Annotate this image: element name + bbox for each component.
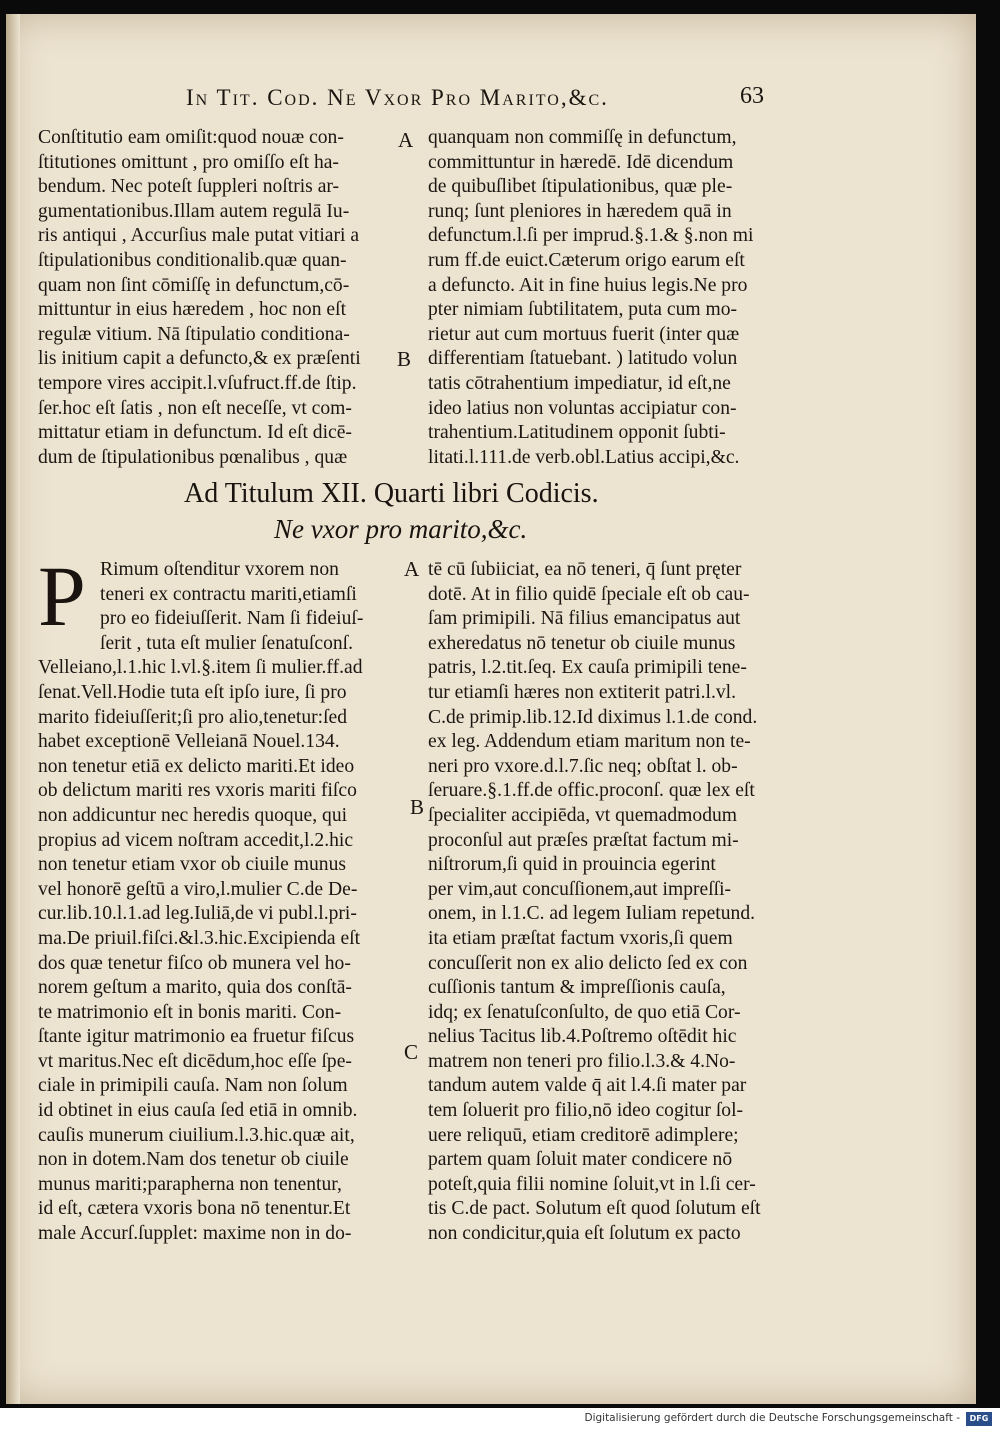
text-line: cauſis munerum ciuilium.l.3.hic.quæ ait,: [38, 1124, 355, 1146]
text-line: ſeruare.§.1.ff.de offic.proconſ. quæ lex eſt: [428, 780, 755, 802]
margin-letter-b-lower: B: [410, 795, 425, 819]
text-line: de quibuſlibet ſtipulationibus, quæ ple-: [428, 176, 733, 198]
text-line: non in dotem.Nam dos tenetur ob ciuile: [38, 1149, 349, 1171]
text-line: id eſt, cætera vxoris bona nō tenentur.Et: [38, 1198, 351, 1220]
text-line: mittuntur in eius hæredem , hoc non eſt: [38, 299, 347, 321]
text-line: concuſſerit non ex alio delicto ſed ex con: [428, 952, 748, 974]
text-line: niſtrorum,ſi quid in prouincia egerint: [428, 854, 716, 876]
text-line: cuſſionis tantum & impreſſionis cauſa,: [428, 977, 726, 999]
margin-letter-a: A: [398, 128, 414, 152]
text-line: tempore vires accipit.l.vſufruct.ff.de ſtip.: [38, 372, 357, 394]
text-line: neri pro vxore.d.l.7.ſic neq; obſtat l. ob-: [428, 755, 738, 777]
text-line: cur.lib.10.l.1.ad leg.Iuliā,de vi publ.l.pri-: [38, 903, 357, 925]
text-line: bendum. Nec poteſt ſuppleri noſtris ar-: [38, 176, 340, 198]
text-line: mittatur etiam in defunctum. Id eſt dicē-: [38, 422, 352, 444]
text-line: partem quam ſoluit mater condicere nō: [428, 1149, 733, 1171]
text-line: vel honorē geſtū a viro,l.mulier C.de De-: [38, 878, 358, 900]
margin-letter-a-lower: A: [404, 557, 420, 581]
text-line: te matrimonio eſt in bonis mariti. Con-: [38, 1001, 342, 1023]
text-line: ris antiqui , Accurſius male putat vitiari a: [38, 225, 360, 247]
text-line: C.de primip.lib.12.Id diximus l.1.de cond.: [428, 706, 758, 728]
text-line: dotē. At in filio quidē ſpeciale eſt ob cau-: [428, 583, 750, 605]
text-line: habet exceptionē Velleianā Nouel.134.: [38, 731, 340, 753]
text-line: non addicuntur nec heredis quoque, qui: [38, 804, 348, 826]
text-line: ſtipulationibus conditionalib.quæ quan-: [38, 249, 347, 271]
text-line: dos quæ tenetur fiſco ob munera vel ho-: [38, 952, 351, 974]
text-line: Rimum oſtenditur vxorem non: [100, 559, 339, 580]
drop-initial: P: [38, 548, 86, 644]
text-line: vt maritus.Nec eſt dicēdum,hoc eſſe ſpe-: [38, 1050, 352, 1072]
text-line: tatis cōtrahentium impediatur, id eſt,ne: [428, 372, 731, 394]
text-line: patris, l.2.tit.ſeq. Ex cauſa primipili tene-: [428, 657, 747, 679]
text-line: propius ad vicem noſtram accedit,l.2.hic: [38, 829, 354, 851]
text-line: runq; ſunt pleniores in hæredem quā in: [428, 200, 732, 222]
text-line: ex leg. Addendum etiam maritum non te-: [428, 731, 751, 753]
text-line: pro eo fideiuſſerit. Nam ſi fideiuſ-: [100, 608, 364, 630]
text-line: ſer.hoc eſt ſatis , non eſt neceſſe, vt com-: [38, 397, 352, 419]
text-line: ſerit , tuta eſt mulier ſenatuſconſ.: [100, 632, 354, 654]
text-line: matrem non teneri pro filio.l.3.& 4.No-: [428, 1050, 736, 1072]
text-line: litati.l.111.de verb.obl.Latius accipi,&c.: [428, 446, 740, 468]
text-line: ob delictum mariti res vxoris mariti fiſco: [38, 780, 357, 802]
page-gutter-shadow: [6, 14, 20, 1404]
running-head: In Tit. Cod. Ne Vxor Pro Marito,&c.: [186, 85, 609, 110]
text-line: poteſt,quia filii nomine ſoluit,vt in l.ſi cer-: [428, 1173, 756, 1195]
margin-letter-c-lower: C: [404, 1040, 419, 1064]
dfg-logo: DFG: [966, 1412, 992, 1426]
text-line: rietur aut cum mortuus fuerit (inter quæ: [428, 323, 740, 345]
text-line: onem, in l.1.C. ad legem Iuliam repetund.: [428, 903, 756, 925]
text-line: tandum autem valde q̄ ait l.4.ſi mater par: [428, 1075, 747, 1097]
text-column-bottom-right: [428, 558, 788, 1247]
text-line: lis initium capit a defuncto,& ex præſenti: [38, 348, 361, 370]
section-subtitle: Ne vxor pro marito,&c.: [274, 514, 528, 544]
text-line: ſenat.Vell.Hodie tuta eſt ipſo iure, ſi pro: [38, 681, 347, 703]
footer-bar: [0, 1408, 1000, 1431]
text-line: proconſul aut præſes præſtat factum mi-: [428, 829, 739, 851]
text-line: ſtitutiones omittunt , pro omiſſo eſt ha-: [38, 151, 339, 173]
text-line: ma.De priuil.fiſci.&l.3.hic.Excipienda eſt: [38, 927, 361, 949]
text-line: non tenetur etiam vxor ob ciuile munus: [38, 854, 346, 876]
text-line: teneri ex contractu mariti,etiamſi: [100, 583, 357, 605]
text-line: defunctum.l.ſi per imprud.§.1.& §.non mi: [428, 225, 754, 247]
text-line: id obtinet in eius cauſa ſed etiā in omnib.: [38, 1100, 358, 1122]
text-column-top-right: [428, 126, 788, 470]
text-line: uere reliquū, etiam creditorē adimplere;: [428, 1124, 739, 1146]
text-line: ciale in primipili cauſa. Nam non ſolum: [38, 1075, 348, 1097]
section-title: Ad Titulum XII. Quarti libri Codicis.: [184, 478, 599, 509]
text-line: non tenetur etiā ex delicto mariti.Et ideo: [38, 755, 355, 777]
text-line: gumentationibus.Illam autem regulā Iu-: [38, 200, 350, 222]
text-line: male Accurſ.ſupplet: maxime non in do-: [38, 1223, 352, 1245]
text-line: tis C.de pact. Solutum eſt quod ſolutum eſt: [428, 1198, 761, 1220]
text-line: norem geſtum a marito, quia dos conſtā-: [38, 977, 352, 999]
text-line: ſam primipili. Nā filius emancipatus aut: [428, 608, 741, 630]
text-line: ſpecialiter accipiēda, vt quemadmodum: [428, 804, 738, 826]
text-line: regulæ vitium. Nā ſtipulatio conditiona-: [38, 323, 350, 345]
text-line: differentiam ſtatuebant. ) latitudo volun: [428, 348, 738, 370]
text-line: ideo latius non voluntas accipiatur con-: [428, 397, 737, 419]
text-line: quanquam non commiſſę in defunctum,: [428, 127, 737, 148]
text-line: ita etiam præſtat factum vxoris,ſi quem: [428, 927, 733, 949]
text-line: exheredatus nō tenetur ob ciuile munus: [428, 632, 736, 654]
text-line: tur etiamſi hæres non extiterit patri.l.vl.: [428, 681, 736, 703]
text-line: tē cū ſubiiciat, ea nō teneri, q̄ ſunt pręter: [428, 559, 742, 580]
text-line: munus mariti;parapherna non tenentur,: [38, 1173, 342, 1195]
text-line: idq; ex ſenatuſconſulto, de quo etiā Cor-: [428, 1001, 741, 1023]
text-line: nelius Tacitus lib.4.Poſtremo oſtēdit hic: [428, 1026, 737, 1048]
text-line: trahentium.Latitudinem opponit ſubti-: [428, 422, 726, 444]
margin-letter-b: B: [397, 347, 412, 371]
text-line: rum ff.de euict.Cæterum origo earum eſt: [428, 249, 745, 271]
text-line: tem ſoluerit pro filio,nō ideo cogitur ſol-: [428, 1100, 744, 1122]
text-line: a defuncto. Ait in fine huius legis.Ne pro: [428, 274, 748, 296]
text-line: pter nimiam ſubtilitatem, puta cum mo-: [428, 299, 738, 321]
text-line: ſtante igitur matrimonio ea fruetur fiſcus: [38, 1026, 355, 1048]
text-column-bottom-left: [38, 558, 398, 1247]
folio-number: 63: [740, 83, 764, 109]
text-line: non condicitur,quia eſt ſolutum ex pacto: [428, 1223, 741, 1245]
text-line: dum de ſtipulationibus pœnalibus , quæ: [38, 446, 348, 468]
text-line: quam non ſint cōmiſſę in defunctum,cō-: [38, 274, 350, 296]
footer-credit: Digitalisierung gefördert durch die Deutsche Forschungsgemeinschaft -: [584, 1412, 960, 1424]
text-line: Velleiano,l.1.hic l.vl.§.item ſi mulier.ff.ad: [38, 657, 363, 679]
text-line: per vim,aut concuſſionem,aut impreſſi-: [428, 878, 732, 900]
text-line: Conſtitutio eam omiſit:quod nouæ con-: [38, 127, 344, 148]
text-column-top-left: [38, 126, 398, 470]
text-line: committuntur in hæredē. Idē dicendum: [428, 151, 734, 173]
text-line: marito fideiuſſerit;ſi pro alio,tenetur:ſed: [38, 706, 348, 728]
